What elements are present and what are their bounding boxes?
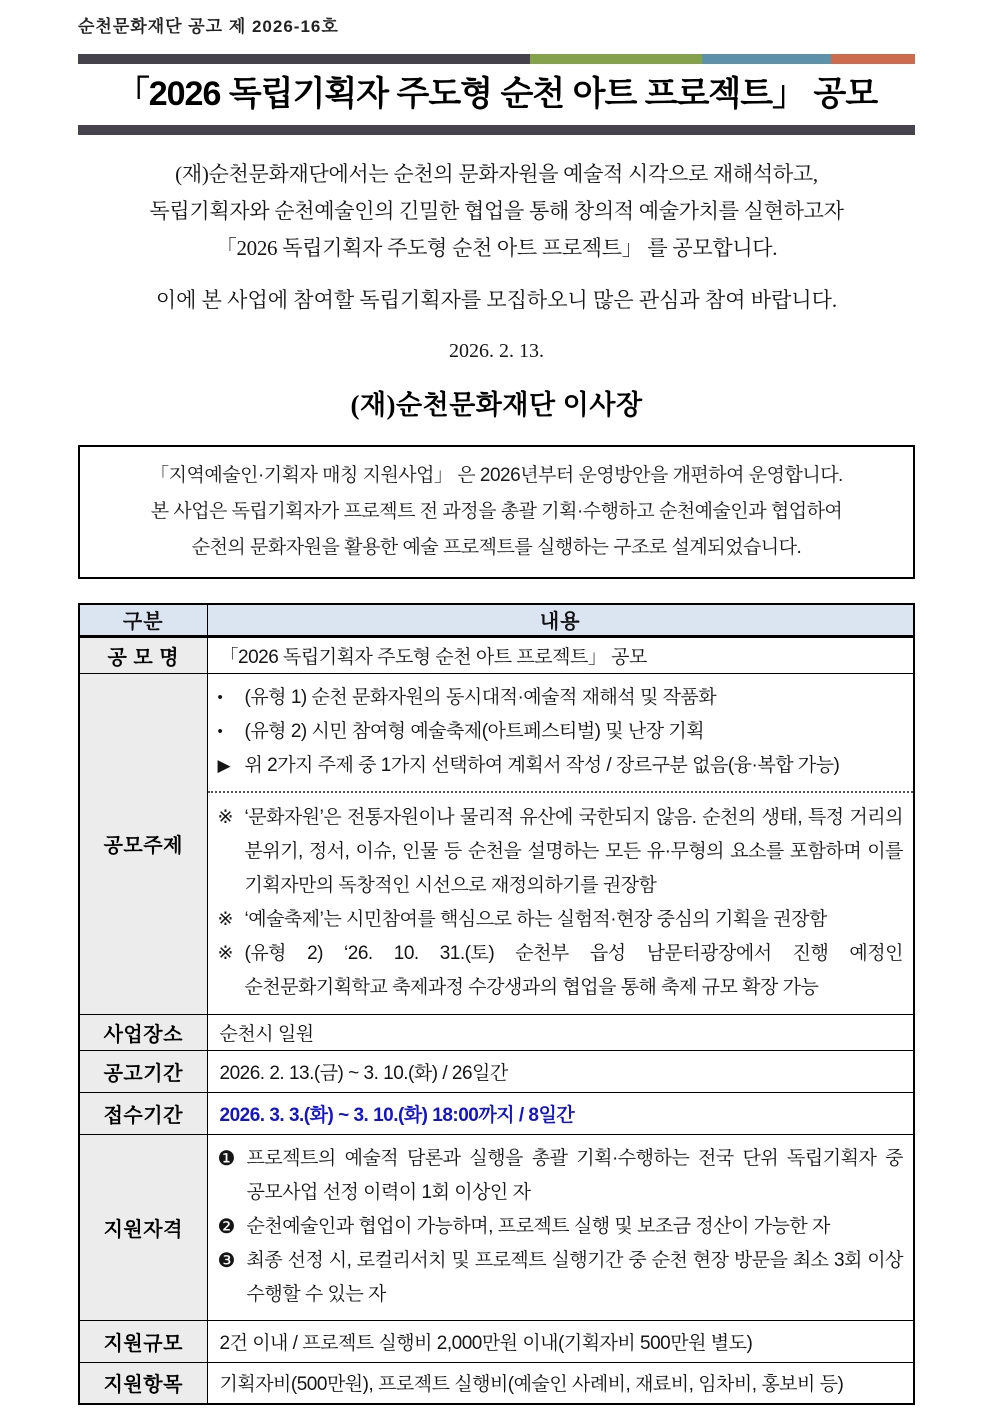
theme-note-text: ‘예술축제’는 시민참여를 핵심으로 하는 실험적·현장 중심의 기획을 권장함 <box>244 908 827 930</box>
announcement-table <box>78 603 915 1405</box>
bar-segment-orange <box>831 54 915 64</box>
eligibility-item <box>218 1142 904 1210</box>
table-row-location <box>79 1014 914 1050</box>
intro-line: 독립기획자와 순천예술인의 긴밀한 협업을 통해 창의적 예술가치를 실현하고자 <box>149 199 844 223</box>
eligibility-item <box>218 1244 904 1312</box>
project-name-value: 「2026 독립기획자 주도형 순천 아트 프로젝트」 공모 <box>207 636 914 673</box>
table-header-category: 구분 <box>79 604 207 636</box>
circled-number-2-icon: ❷ <box>217 1215 235 1238</box>
eligibility-item-text: 프로젝트의 예술적 담론과 실행을 총괄 기획·수행하는 전국 단위 독립기획자 중 공모사업 선정 이력이 1회 이상인 자 <box>246 1147 903 1203</box>
table-row-application-period <box>79 1092 914 1134</box>
reference-mark-icon: ※ <box>217 806 233 828</box>
circled-number-3-icon: ❸ <box>217 1249 235 1272</box>
notice-period-value: 2026. 2. 13.(금) ~ 3. 10.(화) / 26일간 <box>207 1050 914 1092</box>
intro-line: (재)순천문화재단에서는 순천의 문화자원을 예술적 시각으로 재해석하고, <box>175 162 818 186</box>
theme-type-item <box>218 681 904 715</box>
theme-select-item <box>218 749 904 783</box>
title-block <box>78 54 915 135</box>
theme-notes-section <box>208 793 914 1014</box>
theme-note-item <box>218 903 904 937</box>
support-scale-label: 지원규모 <box>79 1320 207 1362</box>
application-period-value: 2026. 3. 3.(화) ~ 3. 10.(화) 18:00까지 / 8일간 <box>207 1092 914 1134</box>
doc-number: 순천문화재단 공고 제 2026-16호 <box>78 17 339 36</box>
theme-note-text: ‘문화자원’은 전통자원이나 물리적 유산에 국한되지 않음. 순천의 생태, 특정 거리의 분위기, 정서, 이슈, 인물 등 순천을 설명하는 모든 유·무형의 요소를 포함하며 이를 기획자만의 독창적인 시선으로 재정의하기를 권장함 <box>244 806 903 896</box>
notice-line: 본 사업은 독립기획자가 프로젝트 전 과정을 총괄 기획·수행하고 순천예술인과 협업하여 <box>150 501 843 522</box>
application-period-label: 접수기간 <box>79 1092 207 1134</box>
announcement-date: 2026. 2. 13. <box>449 340 544 362</box>
project-name-label: 공 모 명 <box>79 636 207 673</box>
table-row-eligibility <box>79 1134 914 1320</box>
bullet-icon: • <box>217 722 223 740</box>
theme-type-text: (유형 1) 순천 문화자원의 동시대적·예술적 재해석 및 작품화 <box>244 686 717 708</box>
reference-mark-icon: ※ <box>217 942 233 964</box>
notice-box <box>78 445 915 579</box>
table-row-project-name <box>79 636 914 673</box>
theme-type-item <box>218 715 904 749</box>
theme-content-cell <box>207 673 914 1014</box>
intro-line: 「2026 독립기획자 주도형 순천 아트 프로젝트」 를 공모합니다. <box>215 236 778 260</box>
issuer-signature: (재)순천문화재단 이사장 <box>350 390 643 420</box>
eligibility-item <box>218 1210 904 1244</box>
support-items-label: 지원항목 <box>79 1362 207 1404</box>
table-header-content: 내용 <box>207 604 914 636</box>
theme-types-section <box>208 674 914 793</box>
eligibility-content-cell <box>207 1134 914 1320</box>
intro-paragraph <box>78 156 915 267</box>
support-scale-value: 2건 이내 / 프로젝트 실행비 2,000만원 이내(기획자비 500만원 별도) <box>207 1320 914 1362</box>
page-title: 「2026 독립기획자 주도형 순천 아트 프로젝트」 공모 <box>115 75 878 113</box>
title-bottom-bar <box>78 125 915 135</box>
bullet-icon: • <box>217 688 223 706</box>
circled-number-1-icon: ❶ <box>217 1147 235 1170</box>
theme-note-item <box>218 937 904 1005</box>
table-row-support-items <box>79 1362 914 1404</box>
eligibility-item-text: 순천예술인과 협업이 가능하며, 프로젝트 실행 및 보조금 정산이 가능한 자 <box>246 1215 830 1237</box>
bar-segment-green <box>530 54 702 64</box>
theme-note-text: (유형 2) ‘26. 10. 31.(토) 순천부 읍성 남문터광장에서 진행 예정인 순천문화기획학교 축제과정 수강생과의 협업을 통해 축제 규모 확장 가능 <box>244 942 903 998</box>
participation-callout: 이에 본 사업에 참여할 독립기획자를 모집하오니 많은 관심과 참여 바랍니다. <box>155 288 838 312</box>
eligibility-item-text: 최종 선정 시, 로컬리서치 및 프로젝트 실행기간 중 순천 현장 방문을 최소 3회 이상 수행할 수 있는 자 <box>246 1249 903 1305</box>
theme-label: 공모주제 <box>79 673 207 1014</box>
notice-line: 순천의 문화자원을 활용한 예술 프로젝트를 실행하는 구조로 설계되었습니다. <box>191 537 802 558</box>
location-value: 순천시 일원 <box>207 1014 914 1050</box>
notice-line: 「지역예술인·기획자 매칭 지원사업」 은 2026년부터 운영방안을 개편하여 운영합니다. <box>150 465 843 486</box>
table-row-support-scale <box>79 1320 914 1362</box>
theme-note-item <box>218 801 904 903</box>
table-row-theme <box>79 673 914 1014</box>
support-items-value: 기획자비(500만원), 프로젝트 실행비(예술인 사례비, 재료비, 임차비, 홍보비 등) <box>207 1362 914 1404</box>
theme-type-text: (유형 2) 시민 참여형 예술축제(아트페스티벌) 및 난장 기획 <box>244 720 705 742</box>
arrow-icon: ▶ <box>217 755 231 775</box>
notice-period-label: 공고기간 <box>79 1050 207 1092</box>
title-top-bar <box>78 54 915 64</box>
theme-select-text: 위 2가지 주제 중 1가지 선택하여 계획서 작성 / 장르구분 없음(융·복합 가능) <box>244 754 840 776</box>
bar-segment-blue <box>702 54 832 64</box>
location-label: 사업장소 <box>79 1014 207 1050</box>
eligibility-label: 지원자격 <box>79 1134 207 1320</box>
reference-mark-icon: ※ <box>217 908 233 930</box>
table-row-notice-period <box>79 1050 914 1092</box>
table-header-row <box>79 604 914 636</box>
bar-segment-dark <box>78 54 530 64</box>
